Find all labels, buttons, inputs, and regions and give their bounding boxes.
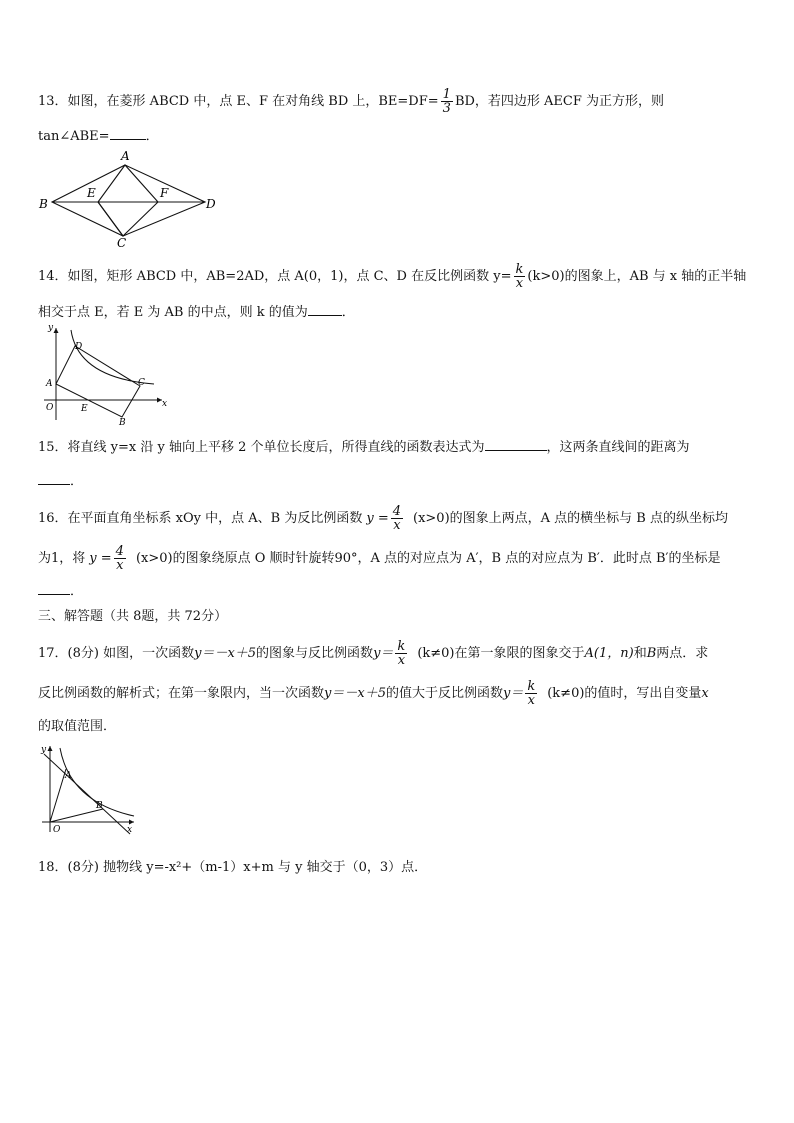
q17-text-c: (k≠0)在第一象限的图象交于 — [417, 646, 585, 661]
label-a: A — [46, 379, 53, 389]
q17-fraction-2 — [525, 680, 537, 707]
q17-expr-1b: y＝－x＋5 — [324, 686, 386, 701]
q15-text-a: 15．将直线 y=x 沿 y 轴向上平移 2 个单位长度后，所得直线的函数表达式为 — [38, 440, 485, 455]
q14-frac-num: k — [515, 262, 524, 277]
q16-frac-num-2: 4 — [115, 544, 124, 559]
q16-frac-num-1: 4 — [392, 504, 402, 519]
q16-line-3 — [38, 580, 83, 602]
section-heading: 三、解答题（共 8题，共 72分） — [38, 609, 228, 624]
q17-text-d: 和 — [633, 646, 647, 661]
q13-answer-blank — [110, 125, 146, 140]
rhombus-abcd — [52, 165, 205, 236]
label-c: C — [138, 378, 145, 388]
q13-frac-den: 3 — [442, 101, 451, 116]
q14-line-1 — [38, 263, 746, 290]
label-o: O — [53, 825, 61, 835]
q16-text-b: (x>0)的图象上两点，A 点的横坐标与 B 点的纵坐标均 — [413, 511, 728, 526]
q15-line-2 — [38, 470, 83, 492]
label-d: D — [75, 342, 83, 352]
label-y: y — [48, 323, 54, 333]
label-a: A — [65, 771, 72, 781]
label-x: x — [127, 825, 133, 835]
q14-fraction — [514, 263, 526, 290]
q13-text-a: 13．如图，在菱形 ABCD 中，点 E、F 在对角线 BD 上，BE=DF= — [38, 94, 439, 109]
q16-frac-den-1: x — [393, 518, 401, 533]
q17-frac-den-2: x — [527, 693, 535, 708]
q17-text-h: (k≠0)的值时，写出自变量 — [547, 686, 702, 701]
label-o: O — [46, 403, 54, 413]
q17-point-a: A(1，n) — [584, 646, 634, 661]
q17-text-a: 17．(8分) 如图，一次函数 — [38, 646, 195, 661]
q14-answer-blank — [308, 301, 342, 316]
rectangle-abcd — [56, 346, 140, 417]
q16-y-eq: y = — [366, 511, 389, 526]
q17-var-x: x — [701, 686, 709, 701]
q13-fraction — [441, 88, 453, 115]
q17-text-b: 的图象与反比例函数 — [256, 646, 374, 661]
coordinate-diagram-q17 — [38, 742, 142, 838]
q14-text-a: 14．如图，矩形 ABCD 中，AB=2AD，点 A(0，1)，点 C、D 在反比例函数 y= — [38, 269, 512, 284]
q16-fraction-2 — [114, 545, 126, 572]
q16-text-d: (x>0)的图象绕原点 O 顺时针旋转90°，A 点的对应点为 A′，B 点的对应点为 B′．此时点 B′的坐标是 — [135, 551, 721, 566]
q16-answer-blank — [38, 580, 70, 595]
q17-frac-num-2: k — [527, 679, 536, 694]
q16-text-e-end: ． — [70, 584, 84, 599]
label-b: B — [39, 197, 48, 211]
segment-ec — [98, 202, 123, 236]
q13-text-c-end: ． — [145, 129, 159, 144]
q16-fraction-1 — [391, 505, 403, 532]
q14-figure — [38, 322, 170, 426]
label-y: y — [41, 745, 47, 755]
q14-text-c-end: ． — [341, 305, 355, 320]
q16-y-eq-2: y = — [89, 551, 112, 566]
q17-text-e: 两点．求 — [656, 646, 709, 661]
segment-oa — [50, 769, 66, 822]
q13-text-b: BD，若四边形 AECF 为正方形，则 — [454, 94, 665, 109]
q15-text-b: ，这两条直线间的距离为 — [546, 440, 690, 455]
hyperbola-curve — [71, 330, 154, 384]
q17-text-i: 的取值范围． — [38, 719, 117, 734]
y-axis-arrow — [54, 328, 59, 333]
coordinate-diagram-q14 — [38, 322, 170, 426]
q14-line-2 — [38, 301, 355, 323]
q16-text-a: 16．在平面直角坐标系 xOy 中，点 A、B 为反比例函数 — [38, 511, 363, 526]
q17-frac-den-1: x — [397, 653, 406, 668]
q17-expr-1: y＝－x＋5 — [194, 646, 257, 661]
q17-figure — [38, 742, 142, 838]
label-c: C — [117, 236, 127, 250]
label-e: E — [87, 186, 96, 200]
q17-text-g: 的值大于反比例函数 — [385, 686, 503, 701]
label-a: A — [121, 149, 130, 163]
q17-fraction-1 — [395, 640, 407, 667]
q17-line-1 — [38, 640, 708, 667]
q17-line-2 — [38, 680, 709, 707]
label-b: B — [96, 801, 103, 811]
q15-text-c-end: ． — [70, 474, 84, 489]
q18-text: 18．(8分) 抛物线 y=-x²+（m-1）x+m 与 y 轴交于（0，3）点． — [38, 860, 428, 875]
q17-text-f: 反比例函数的解析式；在第一象限内，当一次函数 — [38, 686, 325, 701]
q15-answer-blank-2 — [38, 470, 70, 485]
q15-line-1 — [38, 436, 690, 458]
q13-text-c: tan∠ABE= — [38, 129, 110, 144]
q13-line-2 — [38, 125, 159, 147]
q17-point-b: B — [646, 646, 657, 661]
q16-frac-den-2: x — [116, 558, 124, 573]
q17-y-eq: y＝ — [373, 646, 394, 661]
q14-text-b: (k>0)的图象上，AB 与 x 轴的正半轴 — [527, 269, 747, 284]
label-d: D — [206, 197, 216, 211]
x-axis-arrow — [129, 820, 134, 825]
q17-y-eq-2: y＝ — [502, 686, 524, 701]
y-axis-arrow — [48, 746, 53, 751]
label-b: B — [119, 418, 126, 426]
q18-line-1 — [38, 858, 427, 878]
q17-frac-num-1: k — [397, 639, 406, 654]
label-x: x — [162, 399, 168, 409]
q16-line-2 — [38, 545, 721, 572]
q17-line-3 — [38, 717, 116, 737]
rhombus-diagram — [38, 148, 218, 250]
q13-frac-num: 1 — [442, 87, 451, 102]
q13-figure — [38, 148, 218, 250]
q16-text-c: 为1，将 — [38, 551, 86, 566]
label-f: F — [160, 186, 169, 200]
q16-line-1 — [38, 505, 728, 532]
q15-answer-blank-1 — [485, 436, 547, 451]
q14-frac-den: x — [515, 276, 524, 291]
q14-text-c: 相交于点 E，若 E 为 AB 的中点，则 k 的值为 — [38, 305, 308, 320]
q13-line-1 — [38, 88, 664, 115]
label-e: E — [81, 404, 88, 414]
